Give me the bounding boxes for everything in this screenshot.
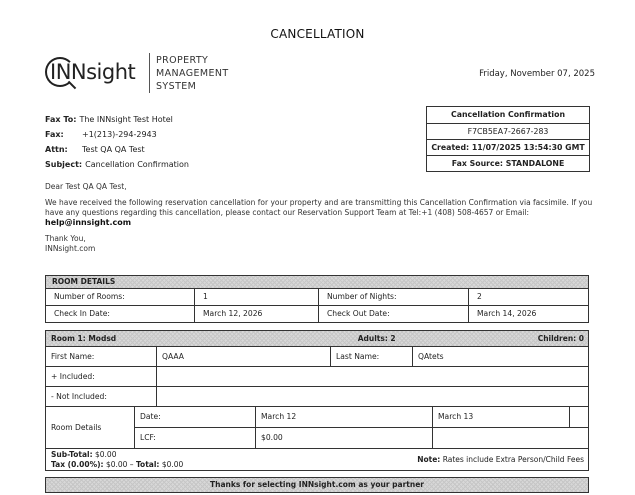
- total-value: $0.00: [161, 460, 184, 469]
- room-1-name: Room 1: Modsd: [51, 334, 117, 343]
- fax-to-value: The INNsight Test Hotel: [79, 115, 173, 124]
- logo-tagline: [156, 54, 229, 93]
- subtotal-label: Sub-Total:: [51, 450, 93, 459]
- subject-row: [45, 157, 189, 172]
- fax-source: Fax Source: STANDALONE: [427, 155, 589, 171]
- date-row: [135, 407, 588, 428]
- check-out-label: Check Out Date:: [318, 306, 468, 322]
- tax-total-line: [51, 460, 417, 470]
- first-name-value: QAAA: [156, 347, 330, 366]
- tagline-line: PROPERTY: [156, 54, 209, 66]
- lcf-label: LCF:: [140, 433, 156, 442]
- rate-note: [417, 455, 584, 464]
- confirmation-box: [426, 106, 590, 172]
- rooms-label: Number of Rooms:: [54, 292, 125, 301]
- total-label: Total:: [135, 460, 160, 469]
- lcf-value: $0.00: [255, 428, 432, 449]
- included-value: [156, 367, 588, 386]
- room-details-heading: ROOM DETAILS: [46, 276, 588, 288]
- totals: [51, 449, 417, 470]
- not-included-row: [46, 386, 588, 406]
- last-name-value: QAtets: [412, 347, 588, 366]
- not-included-label: - Not Included:: [51, 392, 107, 401]
- logo-wordmark: INNsight: [50, 60, 136, 84]
- logo-divider: [149, 53, 150, 93]
- lcf-row: [135, 428, 588, 449]
- confirmation-number: F7CB5EA7-2667-283: [427, 123, 589, 139]
- subtotal-value: $0.00: [95, 450, 117, 459]
- last-name-label: Last Name:: [330, 347, 412, 366]
- empty-cell: [570, 407, 588, 427]
- tagline-line: SYSTEM: [156, 80, 197, 92]
- note-text: Rates include Extra Person/Child Fees: [442, 455, 584, 464]
- check-in-value: March 12, 2026: [194, 306, 318, 322]
- fax-value: +1(213)-294-2943: [82, 130, 157, 139]
- subtotal-line: [51, 450, 417, 460]
- innsight-logo: [45, 52, 229, 94]
- attn-label: Attn:: [45, 145, 68, 154]
- attn-value: Test QA QA Test: [82, 145, 145, 154]
- fax-info: [45, 112, 189, 172]
- guest-name-row: [46, 346, 588, 366]
- fax-to-row: [45, 112, 189, 127]
- totals-row: [46, 448, 588, 470]
- created-timestamp: Created: 11/07/2025 13:54:30 GMT: [427, 139, 589, 155]
- date-value: March 13: [432, 407, 570, 427]
- closing: Thank You,: [45, 234, 86, 243]
- fax-row: [45, 127, 189, 142]
- note-label: Note:: [417, 455, 441, 464]
- document-title: CANCELLATION: [270, 27, 365, 41]
- rate-grid: [134, 407, 588, 448]
- first-name-label: First Name:: [51, 352, 95, 361]
- support-email-link[interactable]: help@innsight.com: [45, 218, 132, 227]
- empty-cell: [570, 428, 588, 449]
- date-label: Date:: [140, 412, 161, 421]
- greeting: Dear Test QA QA Test,: [45, 182, 127, 191]
- date-value: March 12: [255, 407, 432, 427]
- footer-banner: Thanks for selecting INNsight.com as your partner: [45, 477, 589, 493]
- subject-label: Subject:: [45, 160, 83, 169]
- room-1-table: [45, 330, 589, 471]
- check-out-value: March 14, 2026: [468, 306, 588, 322]
- room-details-label: Room Details: [51, 423, 102, 432]
- fax-to-label: Fax To:: [45, 115, 77, 124]
- letter-paragraph: We have received the following reservation cancellation for your property and are transmitting this Cancellation Confirmation via facsimile. If you have any questions regarding this cancellation, please contact our Reservation Support Team at Tel:+1 (408) 508-4657 or Email:: [45, 198, 593, 217]
- tax-label: Tax (0.00%):: [51, 460, 104, 469]
- not-included-value: [156, 387, 588, 406]
- signature: INNsight.com: [45, 244, 96, 253]
- rooms-value: 1: [194, 289, 318, 305]
- table-row: [46, 288, 588, 305]
- children-count: Children: 0: [537, 334, 584, 343]
- confirmation-heading: Cancellation Confirmation: [450, 110, 566, 119]
- room-rate-details: [46, 406, 588, 448]
- room-details-table: [45, 275, 589, 323]
- lcf-value: [432, 428, 570, 449]
- fax-label: Fax:: [45, 130, 64, 139]
- subject-value: Cancellation Confirmation: [85, 160, 189, 169]
- table-row: [46, 305, 588, 322]
- adults-count: Adults: 2: [357, 334, 396, 343]
- room-1-heading: [46, 331, 588, 346]
- nights-label: Number of Nights:: [318, 289, 468, 305]
- tax-value: $0.00 –: [105, 460, 134, 469]
- magnifier-logo-icon: [45, 53, 141, 93]
- included-label: + Included:: [51, 372, 95, 381]
- check-in-label: Check In Date:: [54, 309, 110, 318]
- nights-value: 2: [468, 289, 588, 305]
- tagline-line: MANAGEMENT: [156, 67, 229, 79]
- attn-row: [45, 142, 189, 157]
- included-row: [46, 366, 588, 386]
- letter-body: [45, 182, 595, 254]
- document-date: Friday, November 07, 2025: [479, 69, 595, 79]
